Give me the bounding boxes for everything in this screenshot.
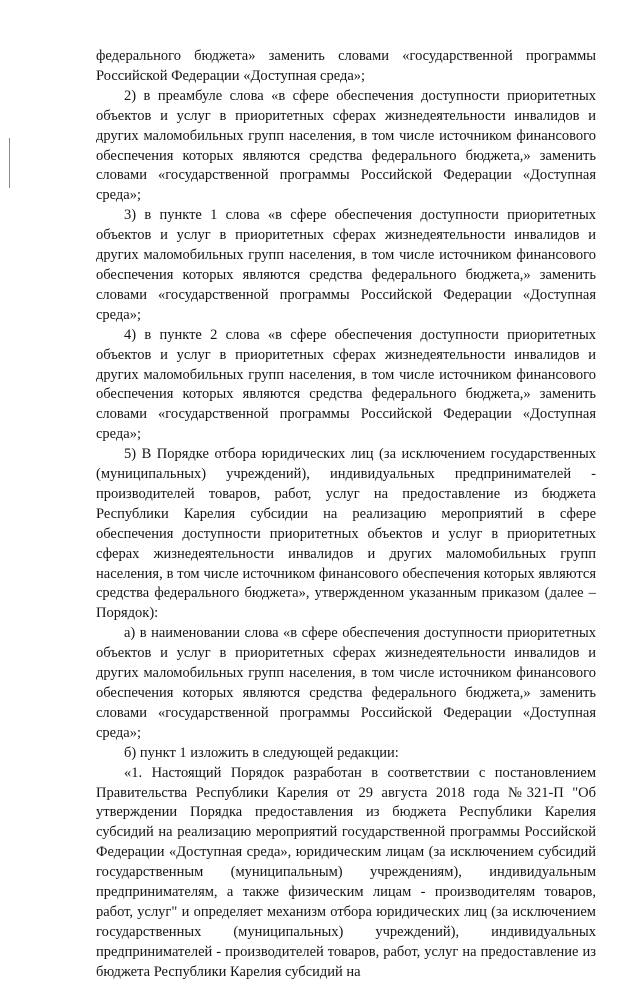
paragraph-item-5: 5) В Порядке отбора юридических лиц (за исключением государственных (муниципальных) учреждений), индивидуальных предпринимателей - производителей товаров, работ, услуг на предоставление из бюджета Республики Карелия субсидии на реализацию мероприятий в сфере обеспечения доступности приоритетных объектов и услуг в приоритетных сферах жизнедеятельности инвалидов и других маломобильных групп населения, в том числе источником финансового обеспечения которых являются средства федерального бюджета», утвержденном указанным приказом (далее – Порядок): <box>96 446 596 622</box>
paragraph-subitem-b: б) пункт 1 изложить в следующей редакции: <box>124 744 399 761</box>
paragraph-item-3: 3) в пункте 1 слова «в сфере обеспечения доступности приоритетных объектов и услуг в приоритетных сферах жизнедеятельности инвалидов и других маломобильных групп населения, в том числе источником финансового обеспечения которых являются средства федерального бюджета,» заменить словами «государственной программы Российской Федерации «Доступная среда»; <box>96 207 596 323</box>
paragraph-item-2: 2) в преамбуле слова «в сфере обеспечения доступности приоритетных объектов и услуг в приоритетных сферах жизнедеятельности инвалидов и других маломобильных групп населения, в том числе источником финансового обеспечения которых являются средства федерального бюджета,» заменить словами «государственной программы Российской Федерации «Доступная среда»; <box>96 87 596 204</box>
paragraph-quoted-clause-1: «1. Настоящий Порядок разработан в соответствии с постановлением Правительства Республики Карелия от 29 августа 2018 года №321-П "Об утверждении Порядка предоставления из бюджета Республики Карелия субсидий на реализацию мероприятий государственной программы Российской Федерации «Доступная среда», юридическим лицам (за исключением субсидий государственным (муниципальным) учреждениям), индивидуальным предпринимателям, а также физическим лицам - производителям товаров, работ, услуг" и определяет механизм отбора юридических лиц (за исключением государственных (муниципальных) учреждений), индивидуальных предпринимателей - производителей товаров, работ, услуг на предоставление из бюджета Республики Карелия субсидий на <box>96 764 596 980</box>
paragraph-subitem-a: а) в наименовании слова «в сфере обеспечения доступности приоритетных объектов и услуг в приоритетных сферах жизнедеятельности инвалидов и других маломобильных групп населения, в том числе источником финансового обеспечения которых являются средства федерального бюджета,» заменить словами «государственной программы Российской Федерации «Доступная среда»; <box>96 625 596 741</box>
scan-margin-mark <box>9 138 10 188</box>
paragraph-continuation: федерального бюджета» заменить словами «государственной программы Российской Федерации «Доступная среда»; <box>96 48 596 84</box>
paragraph-item-4: 4) в пункте 2 слова «в сфере обеспечения доступности приоритетных объектов и услуг в приоритетных сферах жизнедеятельности инвалидов и других маломобильных групп населения, в том числе источником финансового обеспечения которых являются средства федерального бюджета,» заменить словами «государственной программы Российской Федерации «Доступная среда»; <box>96 326 596 443</box>
document-body <box>96 47 596 983</box>
